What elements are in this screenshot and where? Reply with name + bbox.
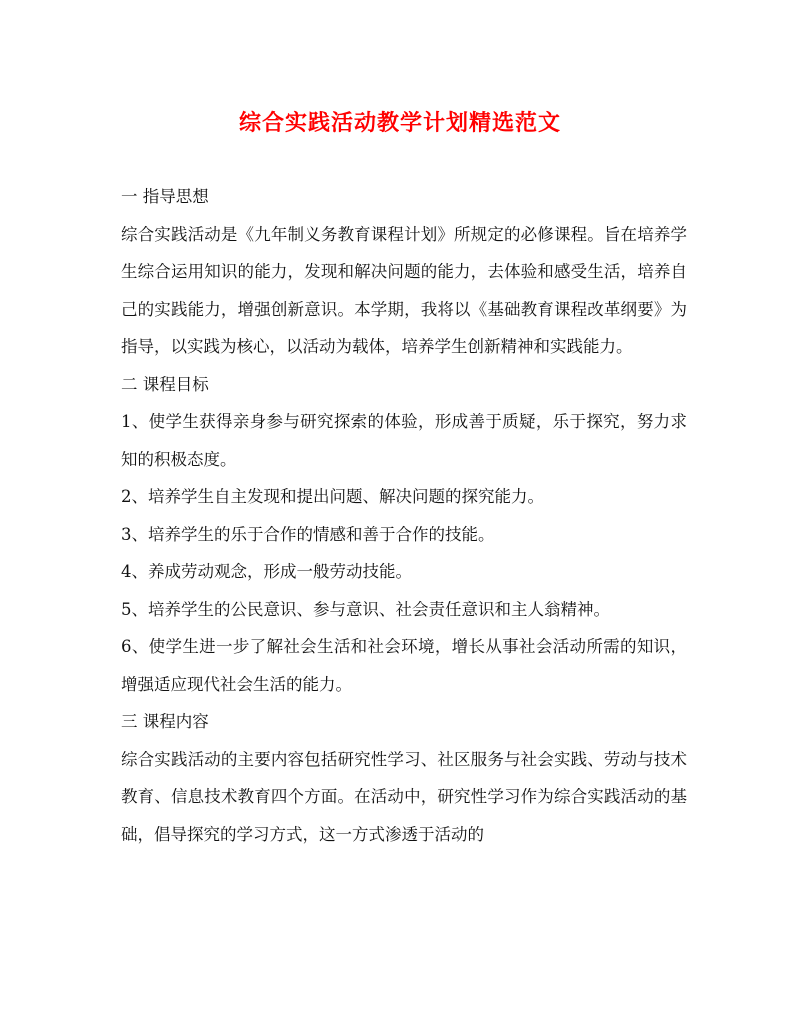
list-item-goal-4: 4、养成劳动观念，形成一般劳动技能。 [121,562,412,581]
document-body [121,178,687,853]
list-item-goal-2: 2、培养学生自主发现和提出问题、解决问题的探究能力。 [121,487,544,506]
section-heading-guiding-ideology: 一 指导思想 [121,187,209,206]
list-item-goal-3: 3、培养学生的乐于合作的情感和善于合作的技能。 [121,524,495,544]
paragraph-course-content: 综合实践活动的主要内容包括研究性学习、社区服务与社会实践、劳动与技术教育、信息技术教育四个方面。在活动中，研究性学习作为综合实践活动的基础，倡导探究的学习方式，这一方式渗透于活动的 [121,749,687,844]
paragraph-guiding-ideology: 综合实践活动是《九年制义务教育课程计划》所规定的必修课程。旨在培养学生综合运用知识的能力，发现和解决问题的能力，去体验和感受生活，培养自己的实践能力，增强创新意识。本学期，我将以《基础教育课程改革纲要》为指导，以实践为核心，以活动为载体，培养学生创新精神和实践能力。 [121,224,687,356]
section-heading-course-content: 三 课程内容 [121,712,209,731]
list-item-goal-5: 5、培养学生的公民意识、参与意识、社会责任意识和主人翁精神。 [121,599,610,619]
list-item-goal-1: 1、使学生获得亲身参与研究探索的体验，形成善于质疑，乐于探究，努力求知的积极态度。 [121,412,687,469]
section-heading-course-goals: 二 课程目标 [121,374,209,394]
document-title: 综合实践活动教学计划精选范文 [238,110,561,136]
list-item-goal-6: 6、使学生进一步了解社会生活和社会环境，增长从事社会活动所需的知识，增强适应现代社会生活的能力。 [121,637,687,694]
